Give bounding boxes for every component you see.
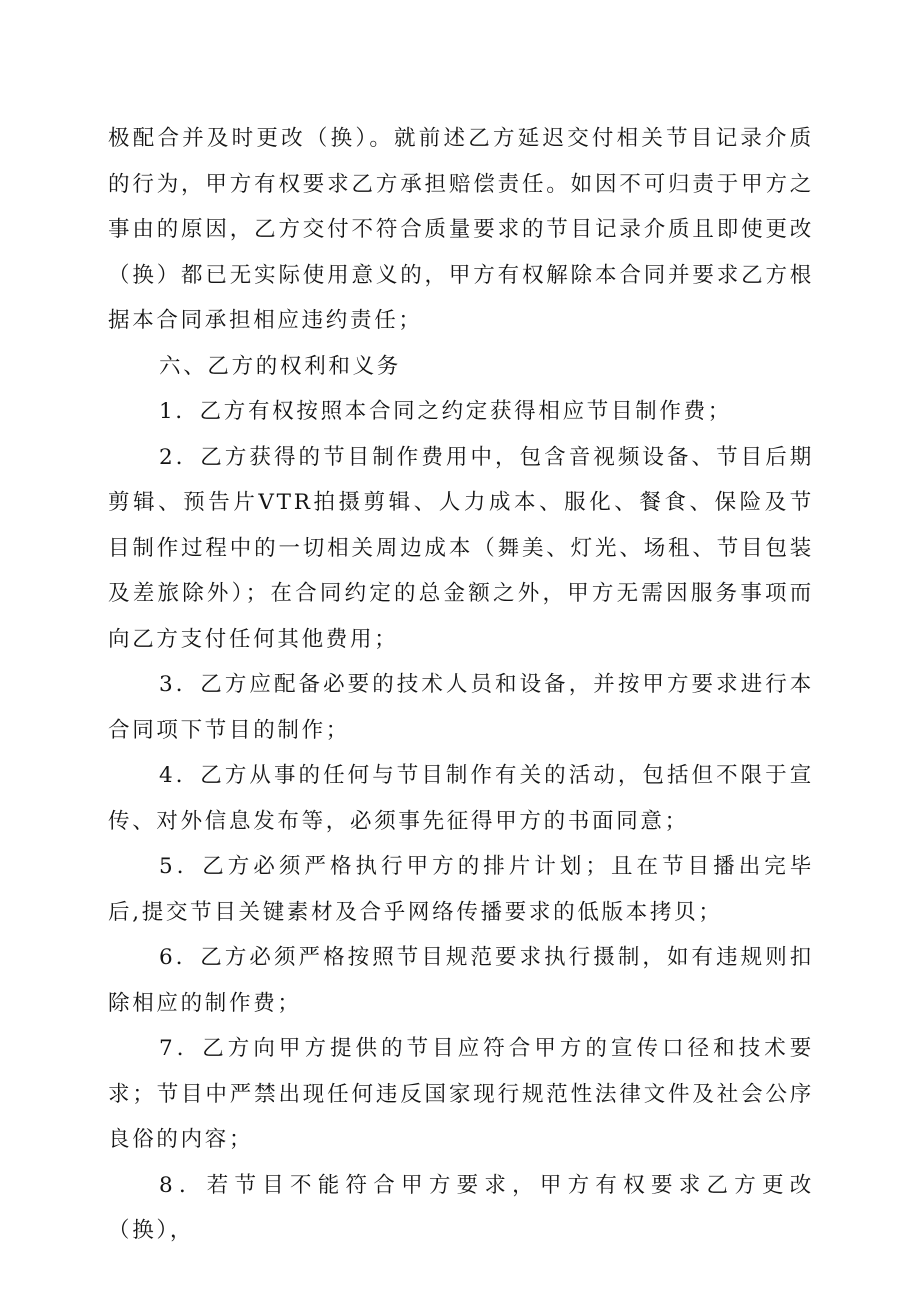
section-heading-party-b-rights: 六、乙方的权利和义务 — [159, 353, 402, 379]
document-body — [108, 116, 814, 1254]
paragraph-continuation: 极配合并及时更改（换）。就前述乙方延迟交付相关节目记录介质的行为，甲方有权要求乙方承担赔偿责任。如因不可归责于甲方之事由的原因，乙方交付不符合质量要求的节目记录介质且即使更改（换）都已无实际使用意义的，甲方有权解除本合同并要求乙方根据本合同承担相应违约责任； — [108, 126, 814, 333]
clause-2: 2．乙方获得的节目制作费用中，包含音视频设备、节目后期剪辑、预告片VTR拍摄剪辑、人力成本、服化、餐食、保险及节目制作过程中的一切相关周边成本（舞美、灯光、场租、节目包装及差旅除外）；在合同约定的总金额之外，甲方无需因服务事项而向乙方支付任何其他费用； — [108, 444, 814, 652]
clause-7: 7．乙方向甲方提供的节目应符合甲方的宣传口径和技术要求；节目中严禁出现任何违反国家现行规范性法律文件及社会公序良俗的内容； — [108, 1036, 814, 1152]
clause-6: 6．乙方必须严格按照节目规范要求执行摄制，如有违规则扣除相应的制作费； — [108, 945, 814, 1016]
clause-8: 8．若节目不能符合甲方要求，甲方有权要求乙方更改（换）， — [108, 1172, 814, 1243]
clause-1: 1．乙方有权按照本合同之约定获得相应节目制作费； — [159, 399, 732, 424]
clause-5: 5．乙方必须严格执行甲方的排片计划；且在节目播出完毕后,提交节目关键素材及合乎网络传播要求的低版本拷贝； — [108, 854, 814, 925]
clause-4: 4．乙方从事的任何与节目制作有关的活动，包括但不限于宣传、对外信息发布等，必须事先征得甲方的书面同意； — [108, 763, 814, 834]
clause-3: 3．乙方应配备必要的技术人员和设备，并按甲方要求进行本合同项下节目的制作； — [108, 672, 814, 743]
